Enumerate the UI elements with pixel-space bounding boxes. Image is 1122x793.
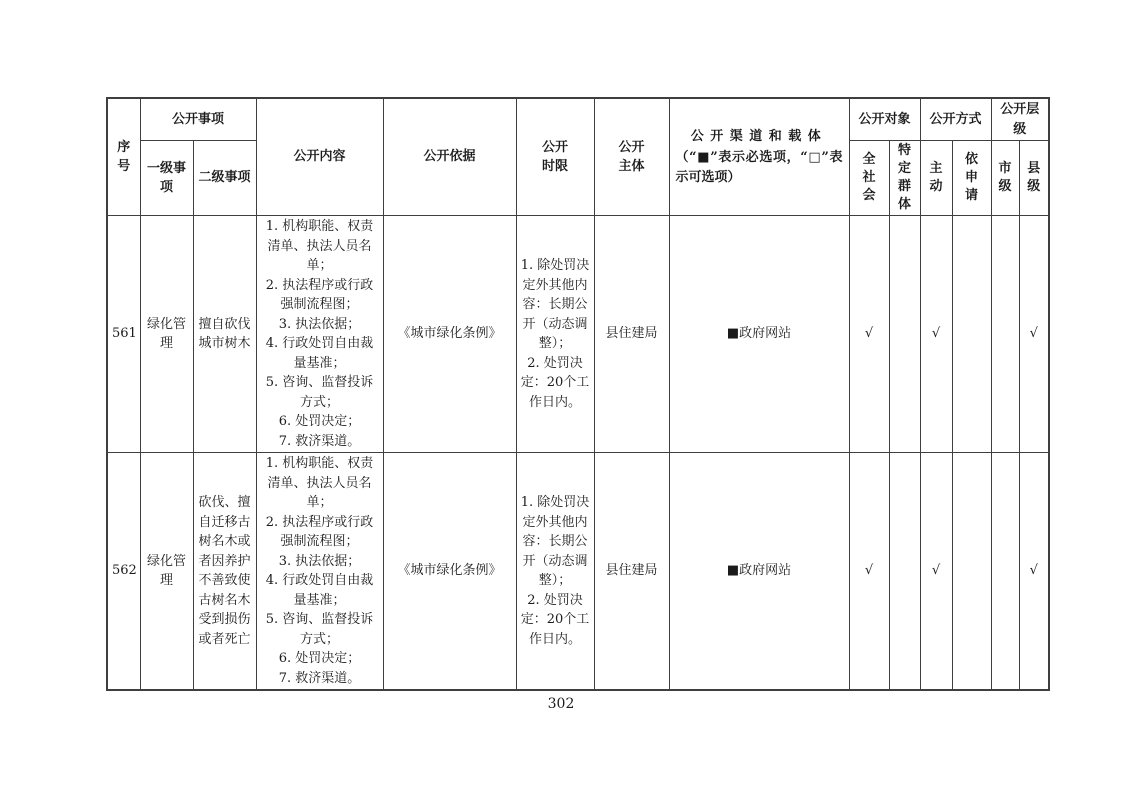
header-item-level1-label: 一级事项 [146,160,186,195]
cell-item-level1-text: 绿化管理 [146,553,186,588]
cell-basis: 《城市绿化条例》 [383,216,516,453]
time-limit-item: 2. 处罚决定：20个工作日内。 [520,355,590,410]
content-item: 2. 执法程序或行政强制流程图； [265,514,374,549]
header-audience-all [849,141,889,216]
header-subject-label: 公开主体 [618,139,645,174]
check-method-on-request [952,216,991,453]
table-row [107,216,1049,453]
table-row [107,453,1049,691]
header-method-group: 公开方式 [920,98,991,141]
check-audience-all: √ [849,216,889,453]
header-level-county [1019,141,1049,216]
header-audience-all-label: 全社会 [862,152,876,203]
header-audience-group: 公开对象 [849,98,920,141]
header-method-on-request [952,141,991,216]
cell-item-level1 [140,216,193,453]
cell-channel: ■政府网站 [669,453,849,691]
content-item: 3. 执法依据； [278,553,361,569]
header-channel-title: 公开渠道和载体 [690,128,828,144]
header-public-item-group: 公开事项 [140,98,256,141]
check-level-county: √ [1019,453,1049,691]
header-channel [669,98,849,216]
content-item: 6. 处罚决定； [278,414,361,429]
content-item: 1. 机构职能、权责清单、执法人员名单； [265,456,374,510]
check-level-city [991,216,1019,453]
content-item: 4. 行政处罚自由裁量基准； [265,336,374,371]
content-item: 7. 救济渠道。 [278,670,361,686]
content-item: 5. 咨询、监督投诉方式； [265,375,374,410]
check-audience-all: √ [849,453,889,691]
cell-serial: 562 [107,453,140,691]
check-level-county: √ [1019,216,1049,453]
check-audience-specific [889,216,920,453]
time-limit-item: 1. 除处罚决定外其他内容：长期公开（动态调整）； [520,258,590,351]
header-serial-label: 序号 [117,139,131,174]
cell-content [256,216,383,453]
header-audience-specific-label: 特定群体 [898,143,912,212]
check-method-proactive: √ [920,453,952,691]
disclosure-items-table [106,97,1050,691]
time-limit-item: 2. 处罚决定：20个工作日内。 [520,592,590,647]
header-level-county-label: 县级 [1027,161,1041,194]
content-item: 4. 行政处罚自由裁量基准； [265,573,374,608]
header-level-group [991,98,1049,141]
content-item: 3. 执法依据； [278,316,361,332]
header-serial [107,98,140,216]
cell-basis: 《城市绿化条例》 [383,453,516,691]
content-item: 6. 处罚决定； [278,651,361,666]
check-audience-specific [889,453,920,691]
cell-content [256,453,383,691]
header-level-group-label: 公开层级 [1000,102,1040,137]
header-item-level2: 二级事项 [193,141,256,216]
header-row-groups [107,98,1049,141]
check-method-proactive: √ [920,216,952,453]
header-content: 公开内容 [256,98,383,216]
content-item: 5. 咨询、监督投诉方式； [265,612,374,647]
header-method-on-request-label: 依申请 [965,152,979,203]
page-number: 302 [547,696,575,712]
check-method-on-request [952,453,991,691]
cell-time-limit [516,216,594,453]
content-item: 1. 机构职能、权责清单、执法人员名单； [265,219,374,273]
content-item: 2. 执法程序或行政强制流程图； [265,277,374,312]
header-item-level1 [140,141,193,216]
cell-item-level2: 擅自砍伐城市树木 [193,216,256,453]
cell-serial: 561 [107,216,140,453]
header-audience-specific [889,141,920,216]
cell-time-limit [516,453,594,691]
cell-subject: 县住建局 [594,453,669,691]
cell-subject: 县住建局 [594,216,669,453]
cell-item-level1-text: 绿化管理 [146,316,186,351]
header-time-limit [516,98,594,216]
header-level-city [991,141,1019,216]
header-level-city-label: 市级 [998,161,1012,194]
header-method-proactive [920,141,952,216]
header-basis: 公开依据 [383,98,516,216]
check-level-city [991,453,1019,691]
header-channel-note: （“■”表示必选项，“□”表示可选项） [675,150,843,185]
header-subject [594,98,669,216]
cell-item-level1 [140,453,193,691]
cell-item-level2: 砍伐、擅自迁移古树名木或者因养护不善致使古树名木受到损伤或者死亡 [193,453,256,691]
cell-channel: ■政府网站 [669,216,849,453]
time-limit-item: 1. 除处罚决定外其他内容：长期公开（动态调整）； [520,495,590,588]
content-item: 7. 救济渠道。 [278,433,361,449]
header-method-proactive-label: 主动 [929,161,943,194]
header-time-limit-label: 公开时限 [542,139,569,174]
